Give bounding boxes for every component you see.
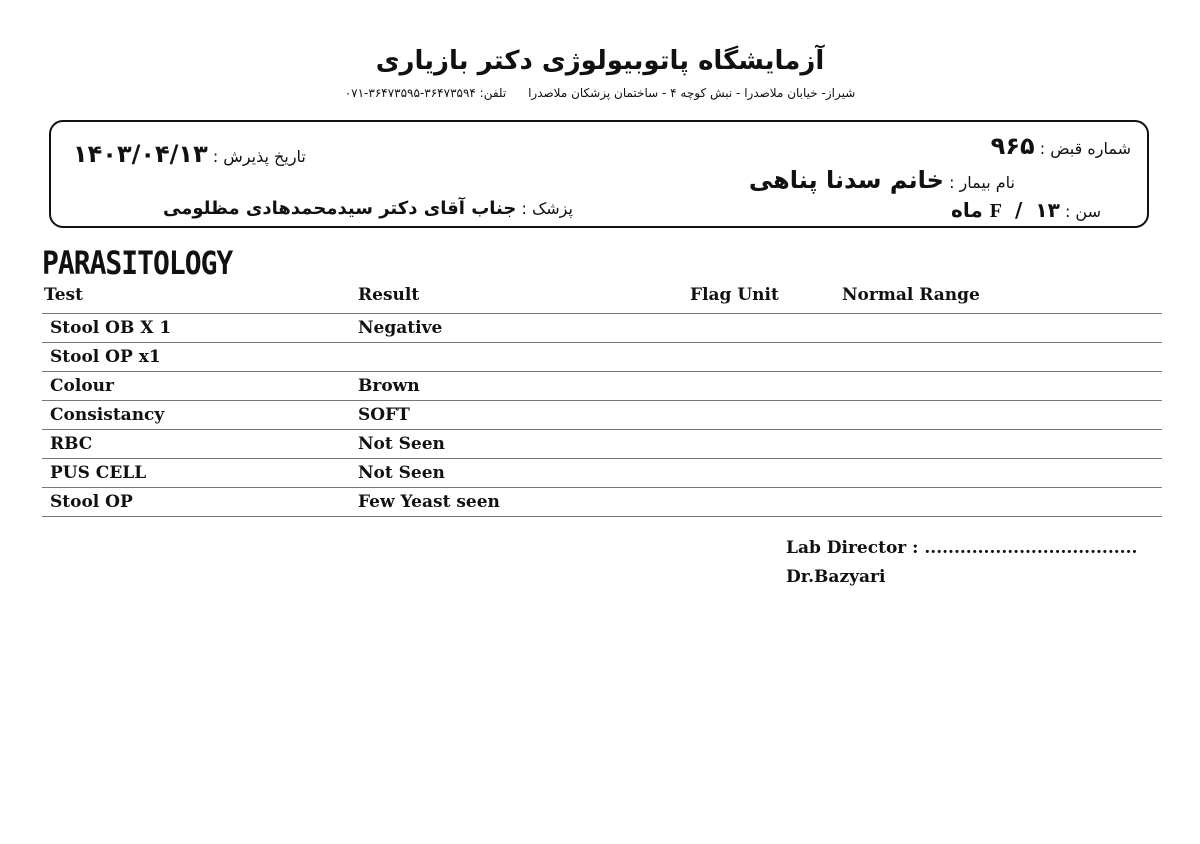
receipt-number-value: ۹۶۵ bbox=[990, 132, 1035, 160]
physician-value: جناب آقای دکتر سیدمحمدهادی مظلومی bbox=[163, 198, 517, 219]
admission-date-value: ۱۴۰۳/۰۴/۱۳ bbox=[73, 140, 208, 168]
test-result: Negative bbox=[358, 318, 443, 338]
column-header-result: Result bbox=[358, 285, 420, 305]
test-name: Stool OP bbox=[50, 492, 133, 512]
signature-dots: .................................... bbox=[924, 538, 1138, 558]
admission-date-line bbox=[73, 140, 306, 168]
receipt-number-line bbox=[991, 132, 1131, 160]
lab-address: شیراز- خیابان ملاصدرا - نبش کوچه ۴ - ساختمان پزشکان ملاصدرا bbox=[528, 86, 856, 100]
physician-label: پزشک : bbox=[521, 199, 573, 218]
table-row bbox=[42, 459, 1162, 488]
lab-name: آزمایشگاه پاتوبیولوژی دکتر بازیاری bbox=[375, 46, 825, 76]
patient-name-label: نام بیمار : bbox=[949, 173, 1015, 192]
test-result: Not Seen bbox=[358, 434, 445, 454]
test-name: Consistancy bbox=[50, 405, 165, 425]
test-name: Stool OP x1 bbox=[50, 347, 161, 367]
section-title: PARASITOLOGY bbox=[42, 244, 233, 282]
table-row bbox=[42, 314, 1162, 343]
physician-line bbox=[163, 198, 573, 219]
patient-name-line bbox=[749, 166, 1015, 194]
table-row bbox=[42, 372, 1162, 401]
lab-phone bbox=[345, 86, 507, 100]
patient-age-line bbox=[951, 198, 1101, 223]
table-row bbox=[42, 488, 1162, 517]
test-result: Not Seen bbox=[358, 463, 445, 483]
phone-label: تلفن: bbox=[479, 86, 507, 100]
test-result: Few Yeast seen bbox=[358, 492, 500, 512]
lab-director-name: Dr.Bazyari bbox=[786, 567, 886, 587]
column-header-flag-unit: Flag Unit bbox=[690, 285, 779, 305]
table-row bbox=[42, 401, 1162, 430]
lab-director-label: Lab Director : bbox=[786, 538, 919, 558]
patient-age-value: ۱۳ ماه bbox=[951, 198, 1060, 222]
column-header-normal-range: Normal Range bbox=[842, 285, 980, 305]
receipt-number-label: شماره قبض : bbox=[1039, 139, 1131, 158]
lab-address-line bbox=[0, 86, 1200, 100]
test-name: Stool OB X 1 bbox=[50, 318, 172, 338]
patient-age-label: سن : bbox=[1064, 202, 1101, 221]
patient-gender-value: F bbox=[989, 200, 1002, 222]
age-separator: / bbox=[1015, 198, 1023, 222]
column-header-test: Test bbox=[44, 285, 83, 305]
patient-name-value: خانم سدنا پناهی bbox=[748, 166, 944, 194]
phone-value: ۳۶۴۷۳۵۹۴-۳۶۴۷۳۵۹۵-۰۷۱ bbox=[344, 86, 476, 100]
patient-info-box bbox=[49, 120, 1149, 228]
test-name: Colour bbox=[50, 376, 114, 396]
test-result: SOFT bbox=[358, 405, 410, 425]
table-row bbox=[42, 430, 1162, 459]
lab-director-line bbox=[786, 534, 1137, 563]
admission-date-label: تاریخ پذیرش : bbox=[212, 147, 306, 166]
results-table bbox=[42, 314, 1162, 517]
table-row bbox=[42, 343, 1162, 372]
test-name: PUS CELL bbox=[50, 463, 147, 483]
lab-director-block bbox=[786, 534, 1137, 592]
test-name: RBC bbox=[50, 434, 93, 454]
test-result: Brown bbox=[358, 376, 420, 396]
